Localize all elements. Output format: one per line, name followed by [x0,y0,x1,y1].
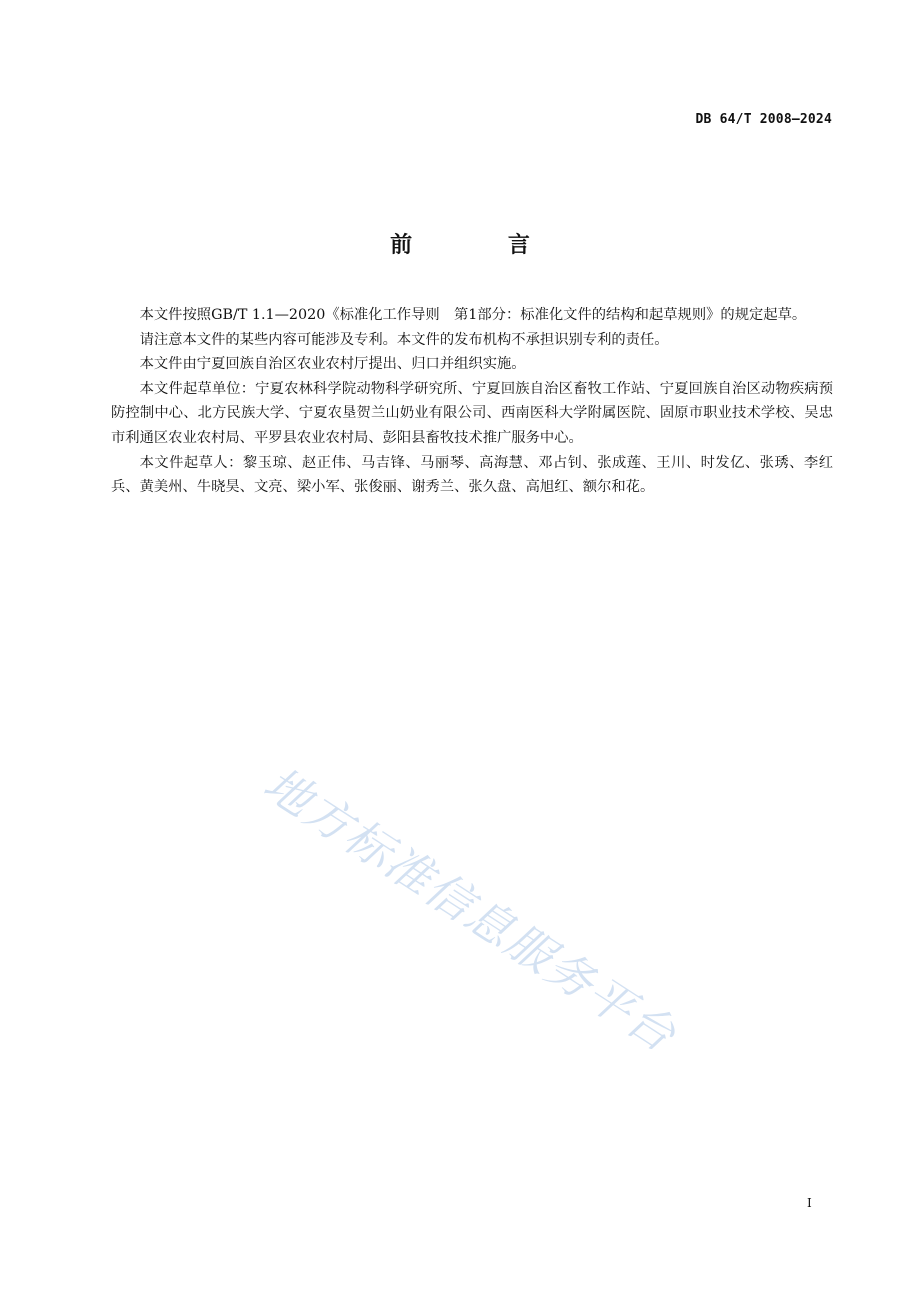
paragraph-drafters: 本文件起草人：黎玉琼、赵正伟、马吉锋、马丽琴、高海慧、邓占钊、张成莲、王川、时发亿、张琇、李红兵、黄美州、牛晓昊、文亮、梁小军、张俊丽、谢秀兰、张久盘、高旭红、额尔和花。 [111,454,833,496]
page-title: 前 言 [390,233,574,258]
standard-code: DB 64/T 2008—2024 [695,112,832,127]
paragraph-drafting-rules: 本文件按照GB/T 1.1—2020《标准化工作导则 第1部分：标准化文件的结构和起草规则》的规定起草。 [139,307,807,323]
watermark: 地方标准信息服务平台 [254,756,687,1063]
page-number: I [807,1196,812,1210]
paragraph-drafting-units: 本文件起草单位：宁夏农林科学院动物科学研究所、宁夏回族自治区畜牧工作站、宁夏回族自治区动物疾病预防控制中心、北方民族大学、宁夏农垦贺兰山奶业有限公司、西南医科大学附属医院、固原市职业技术学校、吴忠市利通区农业农村局、平罗县农业农村局、彭阳县畜牧技术推广服务中心。 [111,380,833,446]
paragraph-patent-notice: 请注意本文件的某些内容可能涉及专利。本文件的发布机构不承担识别专利的责任。 [139,331,669,348]
foreword-body [111,303,833,500]
paragraph-proposer: 本文件由宁夏回族自治区农业农村厅提出、归口并组织实施。 [139,356,526,373]
